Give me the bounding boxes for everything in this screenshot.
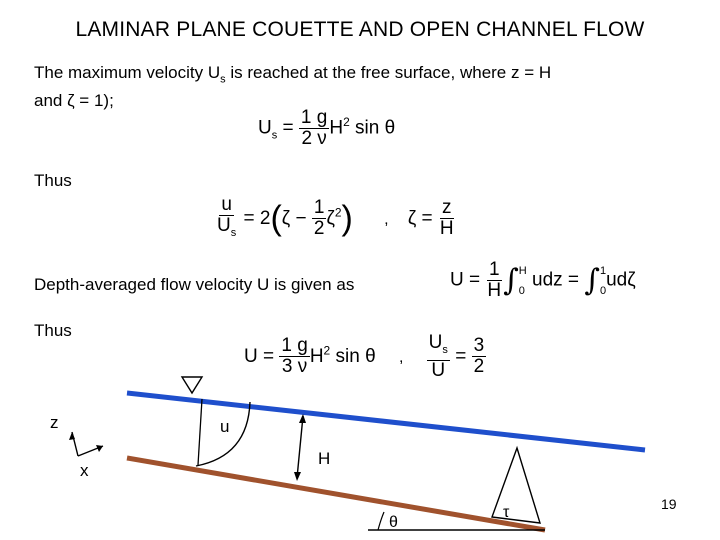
eq3-int1-upper: H (518, 264, 527, 277)
eq4-ratio-denominator: U (431, 359, 446, 381)
eq4-numerator: 1 g (281, 335, 308, 357)
eq4-lhs: U = (244, 345, 275, 367)
eq2-rhs-denominator: H (439, 218, 454, 240)
depth-arrow-top-icon (299, 414, 306, 423)
eq1-lhs-subscript: s (271, 129, 278, 142)
label-tau: τ (503, 504, 510, 521)
eq1-H-superscript: 2 (343, 115, 350, 130)
eq2-denominator-subscript: s (230, 226, 237, 239)
z-axis-arrow-icon (69, 432, 75, 440)
eq4-ratio-value-denominator: 2 (473, 356, 485, 378)
shear-stress-triangle-icon (492, 448, 540, 523)
depth-arrow-line (297, 416, 303, 478)
eq1-denominator: 2 ν (301, 128, 327, 149)
channel-bed-line (127, 458, 545, 530)
eq2-mid: = 2 (243, 207, 271, 229)
integral-sign-icon: ∫ (503, 263, 519, 298)
eq3-numerator: 1 (488, 259, 500, 280)
eq2-paren-close: ) (341, 199, 353, 238)
label-H: H (318, 449, 331, 468)
eq3-int2-body: udζ (606, 269, 636, 291)
label-z: z (50, 413, 59, 432)
eq3-int2-upper: 1 (599, 264, 607, 277)
eq2-half-numerator: 1 (313, 197, 325, 219)
eq3-denominator: H (487, 280, 502, 301)
page-number: 19 (661, 496, 677, 512)
eq2-zeta2-superscript: 2 (334, 205, 342, 220)
water-level-triangle-icon (182, 377, 202, 393)
eq4-denominator: 3 ν (281, 356, 308, 378)
eq3-lhs: U = (450, 269, 481, 291)
eq4-sin: sin θ (335, 345, 376, 367)
eq2-denominator-U: U (217, 215, 231, 236)
label-u: u (220, 417, 230, 436)
eq2-numerator: u (221, 194, 232, 215)
intro-line1-rest: is reached at the free surface, where z = H (225, 63, 552, 82)
eq2-minus: − (295, 207, 307, 229)
intro-line1-subscript: s (220, 73, 226, 86)
eq2-zeta: ζ (281, 207, 291, 229)
eq2-zeta2: ζ (326, 207, 335, 229)
thus-label-2: Thus (34, 321, 72, 340)
label-theta: θ (389, 514, 398, 531)
eq2-rhs-numerator: z (442, 197, 452, 219)
eq1-sin: sin θ (355, 117, 396, 139)
depth-averaged-text: Depth-averaged flow velocity U is given as (34, 275, 355, 294)
intro-line2: and ζ = 1); (34, 91, 114, 111)
eq1-H: H (329, 117, 344, 139)
eq4-ratio-subscript: s (442, 343, 448, 356)
eq3-int1-body: udz = (532, 269, 580, 291)
thus-label-1: Thus (34, 171, 72, 190)
eq1-lhs: U (258, 117, 272, 139)
depth-arrow-bottom-icon (294, 472, 301, 481)
eq4-ratio-equals: = (455, 345, 467, 367)
free-surface-line (127, 393, 645, 450)
slide-title: LAMINAR PLANE COUETTE AND OPEN CHANNEL FLOW (75, 18, 645, 41)
eq4-comma: , (398, 348, 404, 366)
eq4-H: H (309, 345, 324, 367)
eq2-rhs-lhs: ζ = (407, 207, 433, 229)
eq3-int2-lower: 0 (599, 284, 607, 297)
eq4-ratio-value-numerator: 3 (473, 335, 485, 357)
label-x: x (80, 461, 89, 480)
eq2-paren-open: ( (270, 199, 282, 238)
eq4-ratio-U: U (428, 332, 443, 353)
profile-reference-line (198, 399, 202, 465)
eq4-H-superscript: 2 (323, 343, 331, 358)
eq2-half-denominator: 2 (313, 218, 325, 240)
eq2-comma: , (384, 210, 389, 228)
eq1-numerator: 1 g (300, 107, 328, 128)
angle-arc (378, 512, 384, 530)
integral-sign-icon: ∫ (584, 263, 600, 298)
intro-line1: The maximum velocity U (34, 63, 221, 82)
eq1-equals: = (282, 117, 294, 139)
eq3-int1-lower: 0 (518, 284, 525, 297)
